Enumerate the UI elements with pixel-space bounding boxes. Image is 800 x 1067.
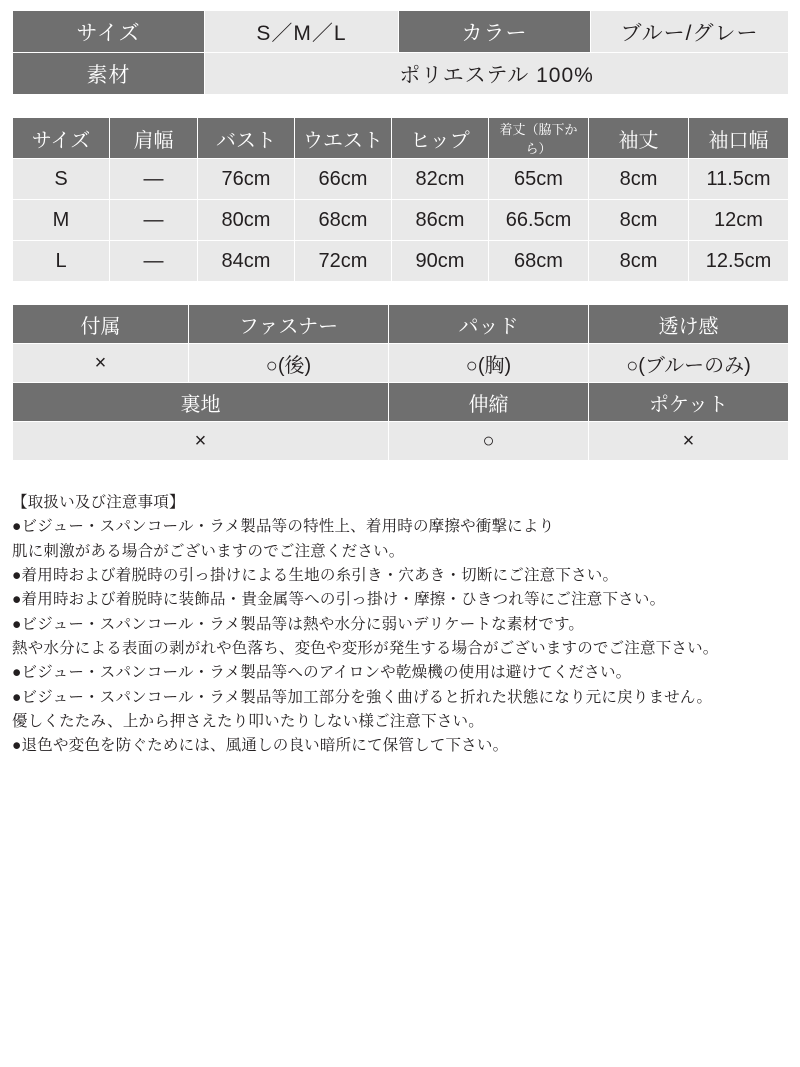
attr-value-pad: ○(胸) — [389, 344, 589, 383]
table-row — [13, 11, 789, 53]
cell-shoulder: — — [110, 241, 198, 282]
notes-line: ●退色や変色を防ぐためには、風通しの良い暗所にて保管して下さい。 — [12, 737, 509, 755]
cell-length: 68cm — [489, 241, 589, 282]
cell-length: 66.5cm — [489, 200, 589, 241]
table-row — [13, 422, 789, 461]
cell-cuff-width: 12.5cm — [689, 241, 789, 282]
table-row — [13, 200, 789, 241]
attr-value-pocket: × — [589, 422, 789, 461]
cell-size: M — [13, 200, 110, 241]
table-header-row — [13, 118, 789, 159]
cell-sleeve-length: 8cm — [589, 200, 689, 241]
attr-value-sheerness: ○(ブルーのみ) — [589, 344, 789, 383]
attributes-table — [12, 304, 789, 461]
col-header-size: サイズ — [13, 118, 110, 159]
table-row — [13, 159, 789, 200]
care-instructions — [12, 491, 788, 759]
notes-line: 肌に刺激がある場合がございますのでご注意ください。 — [12, 542, 405, 560]
col-header-hip: ヒップ — [392, 118, 489, 159]
col-header-cuff-width: 袖口幅 — [689, 118, 789, 159]
notes-line: ●ビジュー・スパンコール・ラメ製品等加工部分を強く曲げると折れた状態になり元に戻りません。 — [12, 688, 713, 706]
spec-label-color: カラー — [399, 11, 591, 53]
attr-header-lining: 裏地 — [13, 383, 389, 422]
notes-line: ●着用時および着脱時に装飾品・貴金属等への引っ掛け・摩擦・ひきつれ等にご注意下さい。 — [12, 591, 666, 609]
attr-value-lining: × — [13, 422, 389, 461]
cell-waist: 66cm — [295, 159, 392, 200]
table-row — [13, 241, 789, 282]
notes-line: ●ビジュー・スパンコール・ラメ製品等へのアイロンや乾燥機の使用は避けてください。 — [12, 664, 632, 682]
table-header-row — [13, 305, 789, 344]
cell-bust: 80cm — [198, 200, 295, 241]
table-row — [13, 344, 789, 383]
attr-header-pad: パッド — [389, 305, 589, 344]
attr-header-sheerness: 透け感 — [589, 305, 789, 344]
cell-sleeve-length: 8cm — [589, 159, 689, 200]
cell-hip: 90cm — [392, 241, 489, 282]
attr-value-accessory: × — [13, 344, 189, 383]
spec-summary-table — [12, 10, 789, 95]
col-header-bust: バスト — [198, 118, 295, 159]
cell-shoulder: — — [110, 159, 198, 200]
attr-header-pocket: ポケット — [589, 383, 789, 422]
cell-size: L — [13, 241, 110, 282]
col-header-length: 着丈（脇下から） — [489, 118, 589, 159]
cell-waist: 72cm — [295, 241, 392, 282]
table-row — [13, 53, 789, 95]
attr-header-stretch: 伸縮 — [389, 383, 589, 422]
table-header-row — [13, 383, 789, 422]
cell-waist: 68cm — [295, 200, 392, 241]
cell-length: 65cm — [489, 159, 589, 200]
cell-cuff-width: 11.5cm — [689, 159, 789, 200]
cell-size: S — [13, 159, 110, 200]
notes-line: ●ビジュー・スパンコール・ラメ製品等の特性上、着用時の摩擦や衝撃により — [12, 518, 555, 536]
spec-label-material: 素材 — [13, 53, 205, 95]
attr-header-zipper: ファスナー — [189, 305, 389, 344]
notes-title: 【取扱い及び注意事項】 — [12, 494, 185, 511]
attr-value-stretch: ○ — [389, 422, 589, 461]
cell-sleeve-length: 8cm — [589, 241, 689, 282]
col-header-waist: ウエスト — [295, 118, 392, 159]
spec-value-material: ポリエステル 100% — [205, 53, 789, 95]
spec-value-size: S／M／L — [205, 11, 399, 53]
notes-line: 熱や水分による表面の剥がれや色落ち、変色や変形が発生する場合がございますのでご注意下さい。 — [12, 639, 719, 657]
notes-line: 優しくたたみ、上から押さえたり叩いたりしない様ご注意下さい。 — [12, 712, 484, 730]
cell-hip: 86cm — [392, 200, 489, 241]
col-header-sleeve-length: 袖丈 — [589, 118, 689, 159]
cell-bust: 76cm — [198, 159, 295, 200]
attr-header-accessory: 付属 — [13, 305, 189, 344]
notes-line: ●着用時および着脱時の引っ掛けによる生地の糸引き・穴あき・切断にご注意下さい。 — [12, 566, 619, 584]
spec-value-color: ブルー/グレー — [591, 11, 789, 53]
cell-shoulder: — — [110, 200, 198, 241]
cell-hip: 82cm — [392, 159, 489, 200]
notes-line: ●ビジュー・スパンコール・ラメ製品等は熱や水分に弱いデリケートな素材です。 — [12, 615, 585, 633]
measurement-table — [12, 117, 789, 282]
attr-value-zipper: ○(後) — [189, 344, 389, 383]
col-header-shoulder: 肩幅 — [110, 118, 198, 159]
cell-cuff-width: 12cm — [689, 200, 789, 241]
cell-bust: 84cm — [198, 241, 295, 282]
spec-label-size: サイズ — [13, 11, 205, 53]
